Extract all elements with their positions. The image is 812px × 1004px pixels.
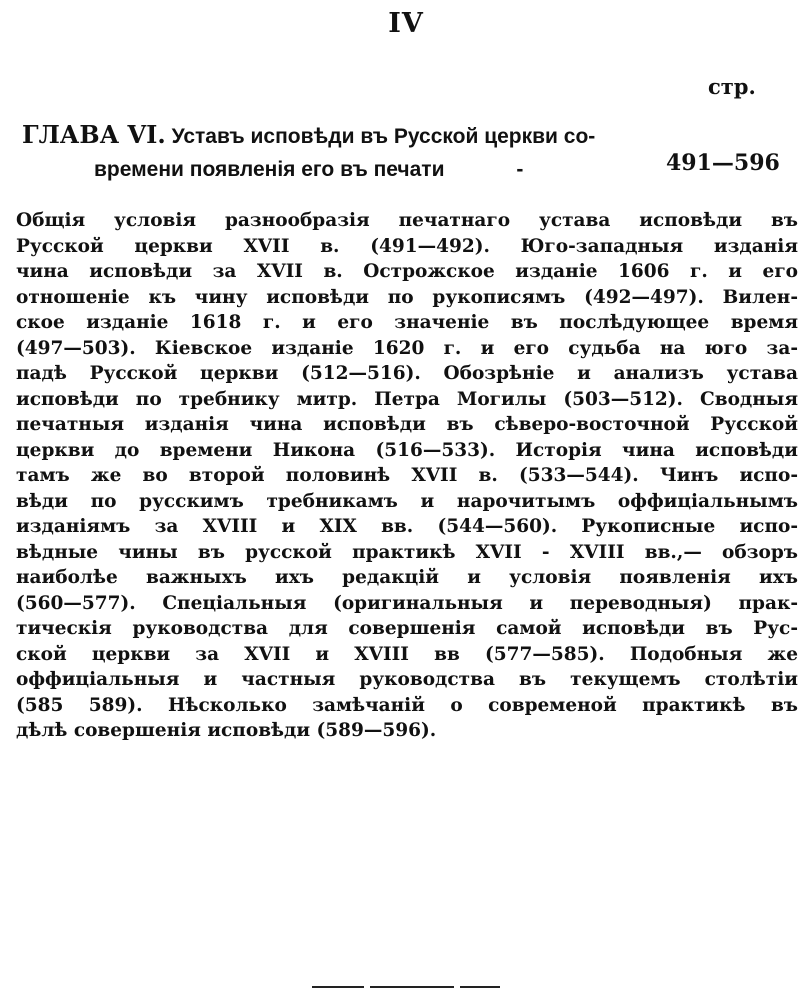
summary-line: (560—577). Спеціальныя (оригинальныя и переводныя) прак- [16,592,798,614]
summary-line: ской церкви за XVII и XVIII вв (577—585). Подобныя же [16,643,798,665]
chapter-title-part-1: Уставъ исповѣди въ Русской церкви со- [171,125,596,148]
footer-rule-long [370,986,454,988]
page-number: IV [388,8,424,39]
summary-line: (585 589). Нѣсколько замѣчаній о современой практикѣ въ [16,694,798,716]
summary-line: изданіямъ за XVIII и XIX вв. (544—560). Рукописные испо- [16,516,798,537]
summary-line: вѣдные чины въ русской практикѣ XVII - XVIII вв.,— обзоръ [16,541,798,563]
summary-line: исповѣди по требнику митр. Петра Могилы (503—512). Сводныя [16,388,798,410]
footer-rule-end [460,986,500,988]
summary-line: наиболѣе важныхъ ихъ редакцій и условія появленія ихъ [16,567,798,588]
footer-rule-short [312,986,364,988]
chapter-title-line-2 [22,153,682,186]
summary-line: вѣди по русскимъ требникамъ и нарочитымъ оффиціальнымъ [16,490,798,512]
summary-line: оффиціальныя и частныя руководства въ текущемъ столѣтіи [16,669,798,690]
chapter-title-line-1 [22,118,682,153]
chapter-page-range: 491—596 [666,150,780,176]
chapter-title-part-2: времени появленія его въ печати [94,158,445,181]
summary-line: тическія руководства для совершенія самой исповѣди въ Рус- [16,618,798,639]
chapter-label: ГЛАВА VI. [22,120,166,149]
summary-line: падѣ Русской церкви (512—516). Обозрѣніе и анализъ устава [16,363,798,384]
summary-line: Русской церкви XVII в. (491—492). Юго-западныя изданія [16,235,798,257]
summary-line: тамъ же во второй половинѣ XVII в. (533—544). Чинъ испо- [16,465,798,486]
pages-column-label: стр. [708,74,756,99]
chapter-heading [22,118,682,186]
summary-line: дѣлѣ совершенія исповѣди (589—596). [16,720,437,741]
summary-line: чина исповѣди за XVII в. Острожское изданіе 1606 г. и его [16,261,798,282]
summary-line: печатныя изданія чина исповѣди въ сѣверо-восточной Русской [16,414,798,435]
summary-line: Общія условія разнообразія печатнаго устава исповѣди въ [16,210,798,231]
chapter-leader: - [516,158,524,181]
summary-line: отношеніе къ чину исповѣди по рукописямъ (492—497). Вилен- [16,286,798,308]
chapter-summary [16,208,798,744]
summary-line: (497—503). Кіевское изданіе 1620 г. и его судьба на юго за- [16,337,798,359]
summary-line: церкви до времени Никона (516—533). Исторія чина исповѣди [16,439,798,461]
summary-line: ское изданіе 1618 г. и его значеніе въ послѣдующее время [16,312,798,333]
